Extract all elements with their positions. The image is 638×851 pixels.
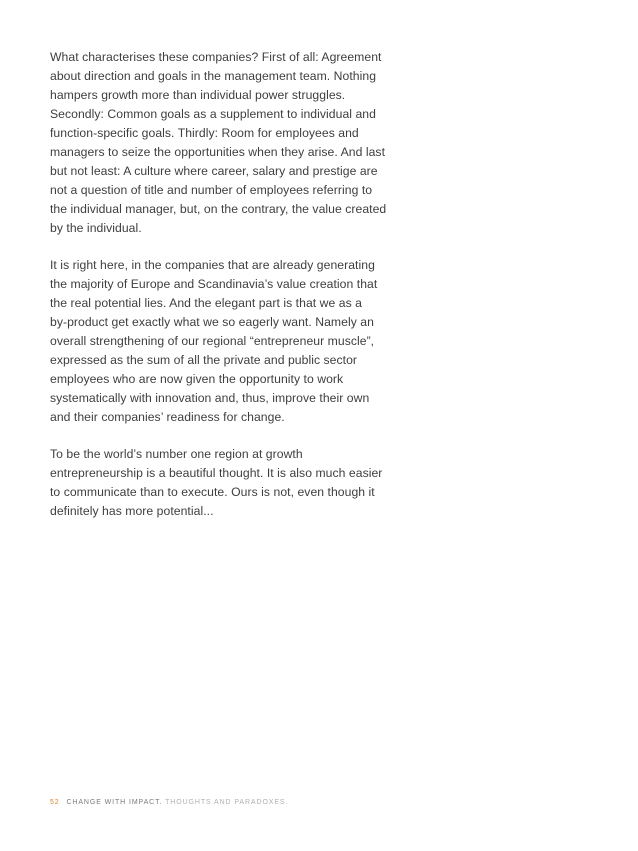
publication-title: CHANGE WITH IMPACT. [66,799,163,806]
text-line: entrepreneurship is a beautiful thought. It is also much easier [50,466,383,480]
text-line: systematically with innovation and, thus, improve their own [50,391,370,405]
text-line: about direction and goals in the management team. Nothing [50,69,377,83]
text-line: and their companies’ readiness for change. [50,410,285,424]
text-line: by-product get exactly what we so eagerly want. Namely an [50,315,374,329]
text-line: definitely has more potential... [50,504,214,518]
paragraph-3 [50,445,410,521]
text-line: the individual manager, but, on the contrary, the value created [50,202,387,216]
text-line: managers to seize the opportunities when they arise. And last [50,145,386,159]
text-line: Secondly: Common goals as a supplement to individual and [50,107,376,121]
text-line: to communicate than to execute. Ours is not, even though it [50,485,375,499]
text-line: expressed as the sum of all the private and public sector [50,353,358,367]
text-line: To be the world’s number one region at growth [50,447,303,461]
paragraph-1 [50,48,410,238]
text-line: the majority of Europe and Scandinavia’s value creation that [50,277,378,291]
page-footer [50,799,288,806]
text-line: It is right here, in the companies that are already generating [50,258,375,272]
text-line: overall strengthening of our regional “entrepreneur muscle”, [50,334,375,348]
text-line: not a question of title and number of employees referring to [50,183,373,197]
text-line: employees who are now given the opportunity to work [50,372,344,386]
publication-subtitle: THOUGHTS AND PARADOXES. [165,799,289,806]
paragraph-2 [50,256,410,427]
text-line: but not least: A culture where career, salary and prestige are [50,164,378,178]
text-line: the real potential lies. And the elegant part is that we as a [50,296,362,310]
text-line: by the individual. [50,221,142,235]
text-line: function-specific goals. Thirdly: Room for employees and [50,126,359,140]
text-line: What characterises these companies? First of all: Agreement [50,50,382,64]
body-text [50,48,410,539]
text-line: hampers growth more than individual power struggles. [50,88,346,102]
page-number: 52 [50,799,60,806]
